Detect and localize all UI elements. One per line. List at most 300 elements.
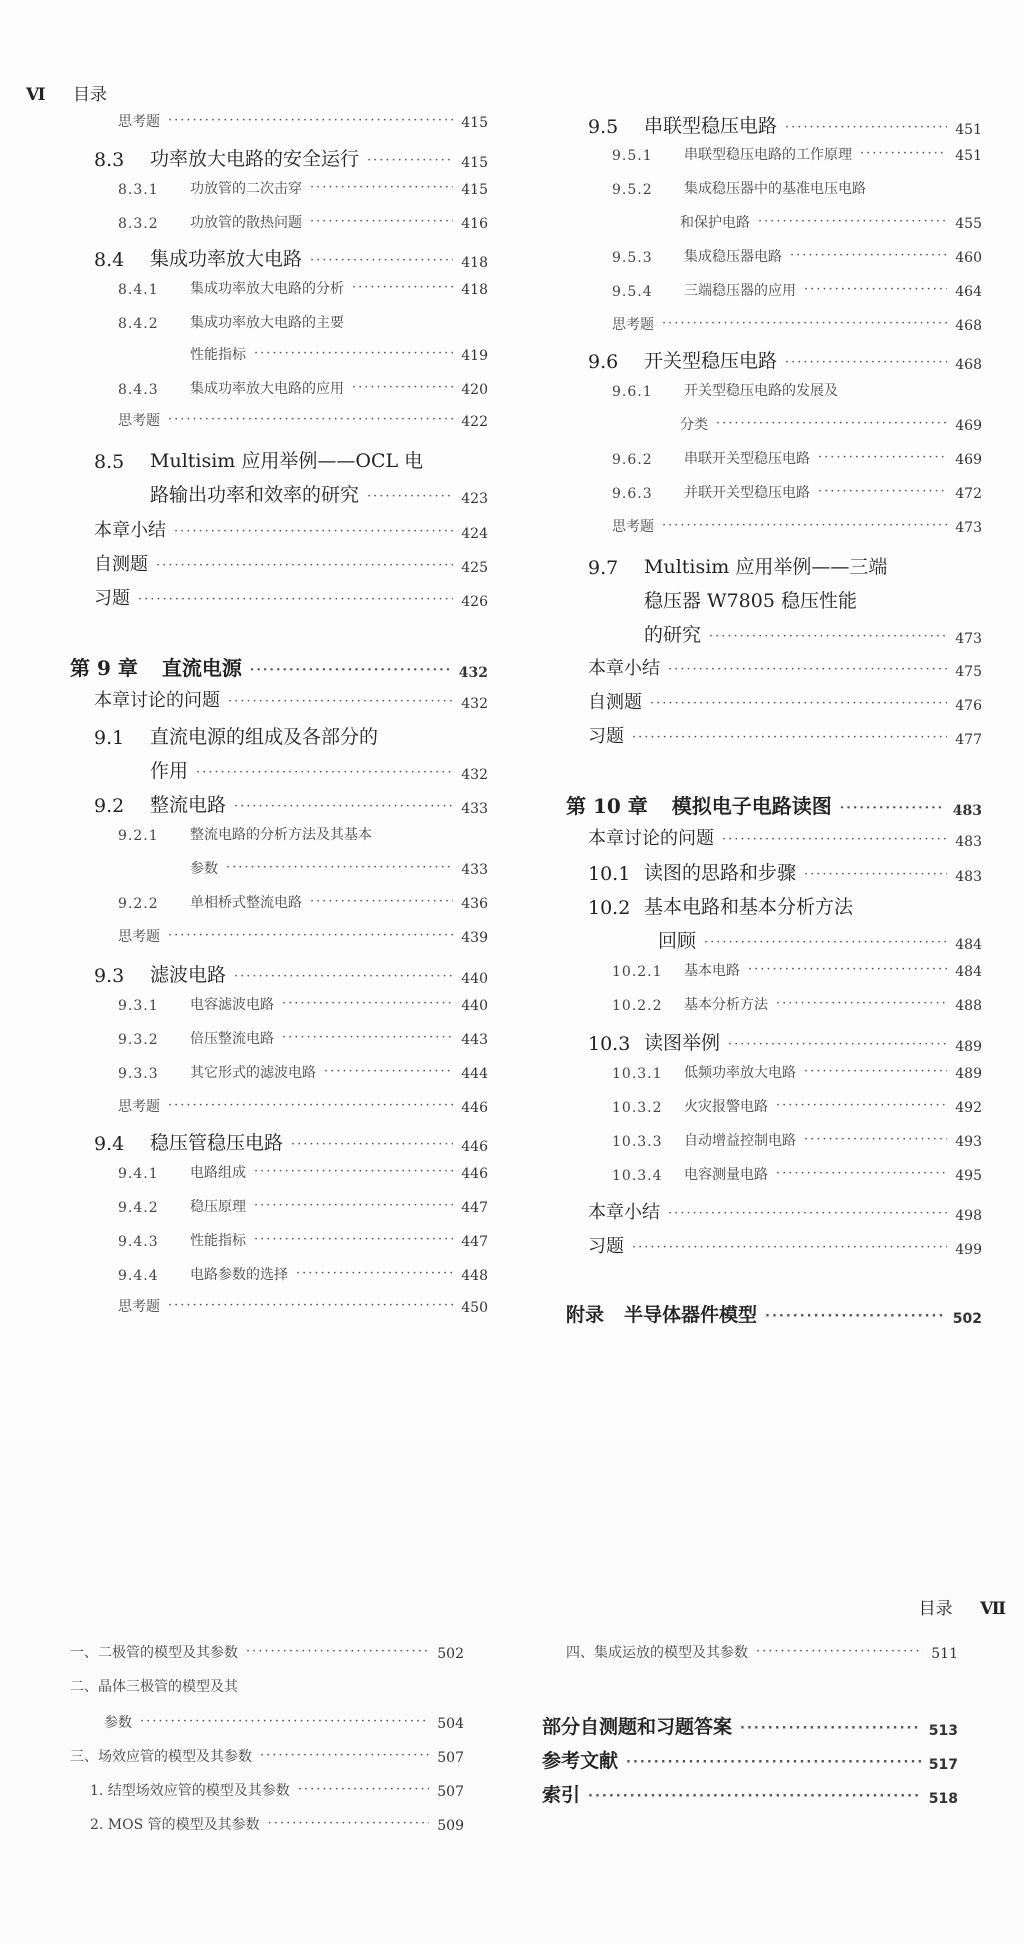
toc-entry-number: 10.2.2 bbox=[612, 998, 663, 1014]
page-number-roman: Ⅵ bbox=[26, 85, 46, 105]
toc-entry bbox=[542, 1780, 958, 1807]
dot-leader bbox=[650, 697, 947, 714]
toc-entry bbox=[612, 1130, 982, 1150]
dot-leader bbox=[324, 1065, 453, 1082]
header-title: 目录 bbox=[72, 85, 107, 105]
toc-entry-page: 418 bbox=[461, 255, 488, 271]
dot-leader bbox=[790, 249, 947, 266]
toc-entry-page: 464 bbox=[955, 284, 982, 300]
toc-entry-number: 9.6.1 bbox=[612, 384, 653, 400]
toc-entry-page: 475 bbox=[955, 664, 982, 680]
dot-leader bbox=[668, 663, 947, 680]
dot-leader bbox=[310, 181, 453, 198]
toc-entry-title: 功放管的散热问题 bbox=[190, 215, 302, 231]
toc-entry-page: 468 bbox=[955, 357, 982, 373]
toc-entry bbox=[680, 212, 982, 232]
toc-entry-title: 性能指标 bbox=[190, 347, 246, 363]
toc-entry bbox=[612, 314, 982, 334]
toc-entry bbox=[94, 960, 488, 987]
dot-leader bbox=[168, 114, 453, 131]
toc-entry-number: 9.3.1 bbox=[118, 998, 159, 1014]
toc-entry-page: 469 bbox=[955, 452, 982, 468]
toc-entry-title: 低频功率放大电路 bbox=[684, 1065, 796, 1081]
toc-entry-page: 439 bbox=[461, 930, 488, 946]
toc-entry bbox=[118, 926, 488, 946]
dot-leader bbox=[818, 451, 947, 468]
toc-entry-title: 参数 bbox=[104, 1715, 132, 1731]
toc-entry-page: 513 bbox=[928, 1723, 958, 1739]
dot-leader bbox=[234, 970, 453, 987]
toc-entry bbox=[588, 824, 982, 850]
dot-leader bbox=[668, 1207, 947, 1224]
toc-entry bbox=[118, 1062, 488, 1082]
dot-leader bbox=[804, 1133, 947, 1150]
toc-entry-number: 9.6 bbox=[588, 351, 619, 373]
dot-leader bbox=[291, 1138, 453, 1155]
toc-entry-page: 489 bbox=[955, 1039, 982, 1055]
toc-entry-number: 9.4 bbox=[94, 1133, 125, 1155]
dot-leader bbox=[310, 895, 453, 912]
toc-entry-title: 开关型稳压电路的发展及 bbox=[684, 383, 838, 399]
toc-entry bbox=[612, 246, 982, 266]
dot-leader bbox=[367, 490, 453, 507]
toc-entry-number: 9.5.3 bbox=[612, 250, 653, 266]
toc-entry-title: 基本电路 bbox=[684, 963, 740, 979]
toc-entry-title: 作用 bbox=[150, 760, 189, 782]
toc-entry-page: 415 bbox=[461, 155, 488, 171]
toc-entry-number: 10.3.2 bbox=[612, 1100, 663, 1116]
toc-entry bbox=[118, 1162, 488, 1182]
dot-leader bbox=[588, 1790, 921, 1807]
toc-entry-title: 集成稳压器电路 bbox=[684, 249, 782, 265]
toc-entry bbox=[94, 1128, 488, 1155]
dot-leader bbox=[804, 868, 947, 885]
dot-leader bbox=[140, 1715, 429, 1732]
toc-entry-title: 本章小结 bbox=[588, 1202, 660, 1223]
toc-entry-title: 自测题 bbox=[94, 554, 148, 575]
toc-entry-page: 518 bbox=[928, 1791, 958, 1807]
dot-leader bbox=[840, 802, 945, 819]
toc-entry bbox=[118, 278, 488, 298]
toc-entry-page: 446 bbox=[461, 1166, 488, 1182]
toc-entry-page: 446 bbox=[461, 1139, 488, 1155]
toc-entry-title: 二、晶体三极管的模型及其 bbox=[70, 1679, 238, 1695]
toc-entry-number: 9.4.3 bbox=[118, 1234, 159, 1250]
toc-entry-page: 483 bbox=[952, 803, 982, 819]
toc-entry-title: 功放管的二次击穿 bbox=[190, 181, 302, 197]
dot-leader bbox=[626, 1756, 921, 1773]
toc-entry bbox=[150, 480, 488, 507]
toc-entry-number: 8.4.3 bbox=[118, 382, 159, 398]
toc-entry-title: 分类 bbox=[680, 417, 708, 433]
toc-entry-page: 432 bbox=[461, 767, 488, 783]
toc-entry-title: 自测题 bbox=[588, 692, 642, 713]
toc-entry-title: 三、场效应管的模型及其参数 bbox=[70, 1749, 252, 1765]
toc-entry-title: 稳压器 W7805 稳压性能 bbox=[644, 590, 857, 612]
toc-entry bbox=[612, 516, 982, 536]
toc-entry-title: 集成功率放大电路的主要 bbox=[190, 315, 344, 331]
toc-entry-title: 本章讨论的问题 bbox=[588, 828, 714, 849]
toc-entry-number: 8.4.2 bbox=[118, 316, 159, 332]
dot-leader bbox=[168, 1099, 453, 1116]
toc-entry-title: 参考文献 bbox=[542, 1750, 619, 1772]
toc-entry-page: 455 bbox=[955, 216, 982, 232]
toc-entry-page: 473 bbox=[955, 631, 982, 647]
toc-entry-page: 498 bbox=[955, 1208, 982, 1224]
toc-entry bbox=[588, 1232, 982, 1258]
toc-entry bbox=[612, 178, 982, 198]
header-title: 目录 bbox=[918, 1599, 953, 1619]
toc-entry bbox=[542, 1746, 958, 1773]
dot-leader bbox=[228, 695, 453, 712]
toc-entry-page: 484 bbox=[955, 937, 982, 953]
toc-entry-title: 三端稳压器的应用 bbox=[684, 283, 796, 299]
toc-entry-title: 部分自测题和习题答案 bbox=[542, 1716, 733, 1738]
toc-entry bbox=[566, 1642, 958, 1662]
toc-entry-number: 9.3.3 bbox=[118, 1066, 159, 1082]
toc-entry-title: 串联开关型稳压电路 bbox=[684, 451, 810, 467]
toc-entry-page: 483 bbox=[955, 834, 982, 850]
toc-entry bbox=[644, 586, 982, 613]
toc-entry-page: 440 bbox=[461, 998, 488, 1014]
dot-leader bbox=[632, 731, 947, 748]
toc-entry-page: 476 bbox=[955, 698, 982, 714]
toc-entry bbox=[612, 1164, 982, 1184]
toc-entry-number: 10.1 bbox=[588, 863, 631, 885]
toc-entry-title: 读图的思路和步骤 bbox=[644, 862, 797, 884]
page-header bbox=[26, 80, 107, 105]
toc-entry-number: 9.5.2 bbox=[612, 182, 653, 198]
toc-entry-page: 415 bbox=[461, 115, 488, 131]
dot-leader bbox=[776, 1099, 947, 1116]
toc-entry-title: 习题 bbox=[588, 726, 624, 747]
toc-entry-title: 本章小结 bbox=[588, 658, 660, 679]
toc-entry bbox=[118, 994, 488, 1014]
toc-entry bbox=[70, 1642, 464, 1662]
dot-leader bbox=[804, 1065, 947, 1082]
dot-leader bbox=[740, 1722, 921, 1739]
toc-entry-title: 集成功率放大电路的应用 bbox=[190, 381, 344, 397]
toc-entry-title: 集成功率放大电路的分析 bbox=[190, 281, 344, 297]
toc-entry bbox=[612, 280, 982, 300]
dot-leader bbox=[298, 1783, 429, 1800]
toc-entry-title: 电路参数的选择 bbox=[190, 1267, 288, 1283]
dot-leader bbox=[254, 1233, 453, 1250]
toc-entry bbox=[90, 1780, 464, 1800]
toc-entry-page: 436 bbox=[461, 896, 488, 912]
toc-entry bbox=[566, 790, 982, 819]
toc-entry bbox=[190, 344, 488, 364]
toc-entry bbox=[118, 111, 488, 131]
toc-entry-page: 418 bbox=[461, 282, 488, 298]
toc-entry bbox=[118, 1264, 488, 1284]
toc-entry bbox=[150, 756, 488, 783]
dot-leader bbox=[709, 630, 947, 647]
toc-entry bbox=[94, 584, 488, 610]
dot-leader bbox=[282, 997, 453, 1014]
toc-entry bbox=[612, 448, 982, 468]
toc-entry-title: 电路组成 bbox=[190, 1165, 246, 1181]
toc-entry bbox=[118, 378, 488, 398]
toc-entry-title: 整流电路的分析方法及其基本 bbox=[190, 827, 372, 843]
toc-entry-number: 9.4.1 bbox=[118, 1166, 159, 1182]
toc-entry-number: 10.3.4 bbox=[612, 1168, 663, 1184]
toc-entry-title: 读图举例 bbox=[644, 1032, 721, 1054]
toc-entry-page: 473 bbox=[955, 520, 982, 536]
toc-entry-title: 性能指标 bbox=[190, 1233, 246, 1249]
toc-entry-title: 一、二极管的模型及其参数 bbox=[70, 1645, 238, 1661]
toc-entry-title: Multisim 应用举例——OCL 电 bbox=[150, 450, 424, 472]
dot-leader bbox=[728, 1038, 947, 1055]
toc-entry bbox=[94, 244, 488, 271]
toc-entry-title: 思考题 bbox=[118, 929, 160, 945]
toc-entry-title: 倍压整流电路 bbox=[190, 1031, 274, 1047]
toc-entry bbox=[118, 1230, 488, 1250]
dot-leader bbox=[716, 417, 947, 434]
toc-entry bbox=[104, 1712, 464, 1732]
toc-entry-title: 直流电源的组成及各部分的 bbox=[150, 726, 379, 748]
toc-entry-page: 504 bbox=[437, 1716, 464, 1732]
dot-leader bbox=[174, 525, 453, 542]
dot-leader bbox=[196, 766, 453, 783]
toc-entry bbox=[588, 346, 982, 373]
toc-entry-title: 2. MOS 管的模型及其参数 bbox=[90, 1817, 260, 1833]
dot-leader bbox=[748, 963, 947, 980]
toc-entry-page: 511 bbox=[931, 1646, 958, 1662]
toc-entry-title: 整流电路 bbox=[150, 794, 227, 816]
toc-entry bbox=[612, 380, 982, 400]
toc-entry-title: 本章小结 bbox=[94, 520, 166, 541]
toc-entry-title: 电容测量电路 bbox=[684, 1167, 768, 1183]
toc-entry-page: 502 bbox=[437, 1646, 464, 1662]
toc-entry-page: 440 bbox=[461, 971, 488, 987]
dot-leader bbox=[260, 1749, 429, 1766]
toc-entry-page: 451 bbox=[955, 122, 982, 138]
toc-entry-page: 447 bbox=[461, 1234, 488, 1250]
toc-entry-number: 9.6.3 bbox=[612, 486, 653, 502]
dot-leader bbox=[785, 356, 947, 373]
dot-leader bbox=[776, 997, 947, 1014]
toc-entry-page: 460 bbox=[955, 250, 982, 266]
toc-entry-title: 串联型稳压电路的工作原理 bbox=[684, 147, 852, 163]
toc-entry-title: 思考题 bbox=[118, 1299, 160, 1315]
toc-entry bbox=[588, 892, 982, 919]
toc-entry-title: 基本分析方法 bbox=[684, 997, 768, 1013]
toc-entry-title: 稳压原理 bbox=[190, 1199, 246, 1215]
toc-entry-number: 9.3 bbox=[94, 965, 125, 987]
toc-entry-page: 489 bbox=[955, 1066, 982, 1082]
dot-leader bbox=[254, 347, 453, 364]
dot-leader bbox=[662, 317, 947, 334]
toc-entry-number: 9.5 bbox=[588, 116, 619, 138]
toc-entry bbox=[118, 1196, 488, 1216]
toc-entry bbox=[588, 1198, 982, 1224]
toc-entry bbox=[588, 111, 982, 138]
dot-leader bbox=[632, 1241, 947, 1258]
toc-entry-number: 9.1 bbox=[94, 727, 125, 749]
dot-leader bbox=[785, 121, 947, 138]
toc-entry-page: 493 bbox=[955, 1134, 982, 1150]
toc-entry-title: 思考题 bbox=[118, 413, 160, 429]
toc-entry-page: 472 bbox=[955, 486, 982, 502]
toc-entry bbox=[118, 178, 488, 198]
dot-leader bbox=[254, 1199, 453, 1216]
toc-entry-title: 本章讨论的问题 bbox=[94, 690, 220, 711]
dot-leader bbox=[722, 833, 947, 850]
toc-entry-number: 附录 bbox=[566, 1304, 605, 1326]
toc-entry-page: 507 bbox=[437, 1784, 464, 1800]
toc-entry bbox=[70, 1746, 464, 1766]
dot-leader bbox=[296, 1267, 453, 1284]
toc-entry bbox=[94, 516, 488, 542]
toc-entry-page: 499 bbox=[955, 1242, 982, 1258]
toc-entry-page: 502 bbox=[952, 1311, 982, 1327]
toc-entry-title: 思考题 bbox=[612, 317, 654, 333]
toc-entry-title: 回顾 bbox=[658, 930, 697, 952]
toc-entry-page: 426 bbox=[461, 594, 488, 610]
toc-entry-number: 10.3.1 bbox=[612, 1066, 663, 1082]
toc-entry bbox=[118, 212, 488, 232]
toc-entry-page: 433 bbox=[461, 862, 488, 878]
toc-entry-title: 其它形式的滤波电路 bbox=[190, 1065, 316, 1081]
dot-leader bbox=[250, 664, 451, 681]
dot-leader bbox=[776, 1167, 947, 1184]
toc-entry-title: 模拟电子电路读图 bbox=[671, 794, 832, 818]
toc-entry-title: 半导体器件模型 bbox=[624, 1304, 758, 1326]
toc-entry-page: 420 bbox=[461, 382, 488, 398]
toc-entry bbox=[542, 1712, 958, 1739]
toc-entry-page: 419 bbox=[461, 348, 488, 364]
toc-entry-page: 488 bbox=[955, 998, 982, 1014]
toc-entry-number: 第 10 章 bbox=[566, 794, 648, 818]
toc-entry-number: 9.2.2 bbox=[118, 896, 159, 912]
toc-entry-number: 8.4 bbox=[94, 249, 125, 271]
toc-entry-number: 8.3.2 bbox=[118, 216, 159, 232]
toc-entry-page: 492 bbox=[955, 1100, 982, 1116]
toc-entry-page: 483 bbox=[955, 869, 982, 885]
dot-leader bbox=[804, 283, 947, 300]
toc-entry-title: 电容滤波电路 bbox=[190, 997, 274, 1013]
dot-leader bbox=[352, 281, 453, 298]
toc-entry-page: 444 bbox=[461, 1066, 488, 1082]
toc-entry-page: 424 bbox=[461, 526, 488, 542]
dot-leader bbox=[168, 413, 453, 430]
toc-entry bbox=[94, 144, 488, 171]
toc-entry bbox=[118, 410, 488, 430]
toc-entry-title: 索引 bbox=[542, 1784, 581, 1806]
dot-leader bbox=[268, 1817, 430, 1834]
toc-entry bbox=[612, 1062, 982, 1082]
toc-entry-page: 416 bbox=[461, 216, 488, 232]
toc-entry bbox=[118, 824, 488, 844]
toc-entry-page: 425 bbox=[461, 560, 488, 576]
dot-leader bbox=[254, 1165, 453, 1182]
toc-entry-page: 469 bbox=[955, 418, 982, 434]
dot-leader bbox=[756, 1645, 923, 1662]
toc-entry bbox=[94, 722, 488, 749]
toc-entry-number: 8.4.1 bbox=[118, 282, 159, 298]
toc-entry-title: 集成功率放大电路 bbox=[150, 248, 303, 270]
toc-entry-title: 路输出功率和效率的研究 bbox=[150, 484, 360, 506]
toc-entry-title: 集成稳压器中的基准电压电路 bbox=[684, 181, 866, 197]
dot-leader bbox=[310, 215, 453, 232]
page-number-roman: Ⅶ bbox=[980, 1599, 1006, 1619]
toc-entry-number: 8.3.1 bbox=[118, 182, 159, 198]
toc-entry-number: 9.3.2 bbox=[118, 1032, 159, 1048]
toc-entry-number: 9.2.1 bbox=[118, 828, 159, 844]
toc-entry bbox=[588, 722, 982, 748]
toc-entry-number: 8.5 bbox=[94, 451, 125, 473]
dot-leader bbox=[226, 861, 453, 878]
toc-entry bbox=[612, 482, 982, 502]
dot-leader bbox=[352, 381, 453, 398]
toc-entry-title: 的研究 bbox=[644, 624, 702, 646]
toc-entry-title: 基本电路和基本分析方法 bbox=[644, 896, 854, 918]
toc-entry-title: 和保护电路 bbox=[680, 215, 750, 231]
toc-entry-number: 9.5.4 bbox=[612, 284, 653, 300]
toc-entry bbox=[588, 654, 982, 680]
toc-entry-page: 448 bbox=[461, 1268, 488, 1284]
toc-entry-title: 1. 结型场效应管的模型及其参数 bbox=[90, 1783, 290, 1799]
toc-entry bbox=[612, 994, 982, 1014]
toc-entry bbox=[70, 1676, 464, 1696]
toc-entry-title: 习题 bbox=[94, 588, 130, 609]
toc-entry bbox=[588, 858, 982, 885]
toc-entry-number: 9.7 bbox=[588, 557, 619, 579]
toc-entry bbox=[658, 926, 982, 953]
toc-entry-title: 思考题 bbox=[118, 114, 160, 130]
toc-entry-page: 443 bbox=[461, 1032, 488, 1048]
dot-leader bbox=[662, 519, 947, 536]
toc-entry-page: 432 bbox=[461, 696, 488, 712]
toc-entry-page: 447 bbox=[461, 1200, 488, 1216]
toc-entry-title: 串联型稳压电路 bbox=[644, 115, 778, 137]
toc-entry-number: 9.6.2 bbox=[612, 452, 653, 468]
toc-entry-title: 并联开关型稳压电路 bbox=[684, 485, 810, 501]
dot-leader bbox=[138, 593, 453, 610]
toc-entry-title: 稳压管稳压电路 bbox=[150, 1132, 284, 1154]
toc-entry-title: 习题 bbox=[588, 1236, 624, 1257]
toc-entry-page: 450 bbox=[461, 1300, 488, 1316]
toc-entry bbox=[612, 1096, 982, 1116]
toc-entry bbox=[118, 892, 488, 912]
toc-entry-page: 507 bbox=[437, 1750, 464, 1766]
toc-entry-title: 四、集成运放的模型及其参数 bbox=[566, 1645, 748, 1661]
toc-entry bbox=[118, 312, 488, 332]
toc-entry bbox=[644, 620, 982, 647]
toc-entry-number: 第 9 章 bbox=[70, 656, 138, 680]
toc-entry-page: 422 bbox=[461, 414, 488, 430]
dot-leader bbox=[234, 800, 453, 817]
toc-entry-title: 参数 bbox=[190, 861, 218, 877]
toc-entry bbox=[588, 1028, 982, 1055]
toc-entry-number: 10.3 bbox=[588, 1033, 631, 1055]
toc-entry-title: 功率放大电路的安全运行 bbox=[150, 148, 360, 170]
dot-leader bbox=[282, 1031, 453, 1048]
toc-entry-title: Multisim 应用举例——三端 bbox=[644, 556, 888, 578]
toc-entry bbox=[588, 552, 982, 579]
dot-leader bbox=[765, 1310, 945, 1327]
toc-entry-title: 直流电源 bbox=[161, 656, 242, 680]
toc-entry-number: 10.3.3 bbox=[612, 1134, 663, 1150]
toc-entry-title: 单相桥式整流电路 bbox=[190, 895, 302, 911]
page-header bbox=[919, 1594, 1006, 1619]
toc-entry bbox=[94, 550, 488, 576]
toc-entry-number: 10.2.1 bbox=[612, 964, 663, 980]
toc-entry-number: 9.5.1 bbox=[612, 148, 653, 164]
dot-leader bbox=[758, 215, 947, 232]
dot-leader bbox=[168, 1299, 453, 1316]
